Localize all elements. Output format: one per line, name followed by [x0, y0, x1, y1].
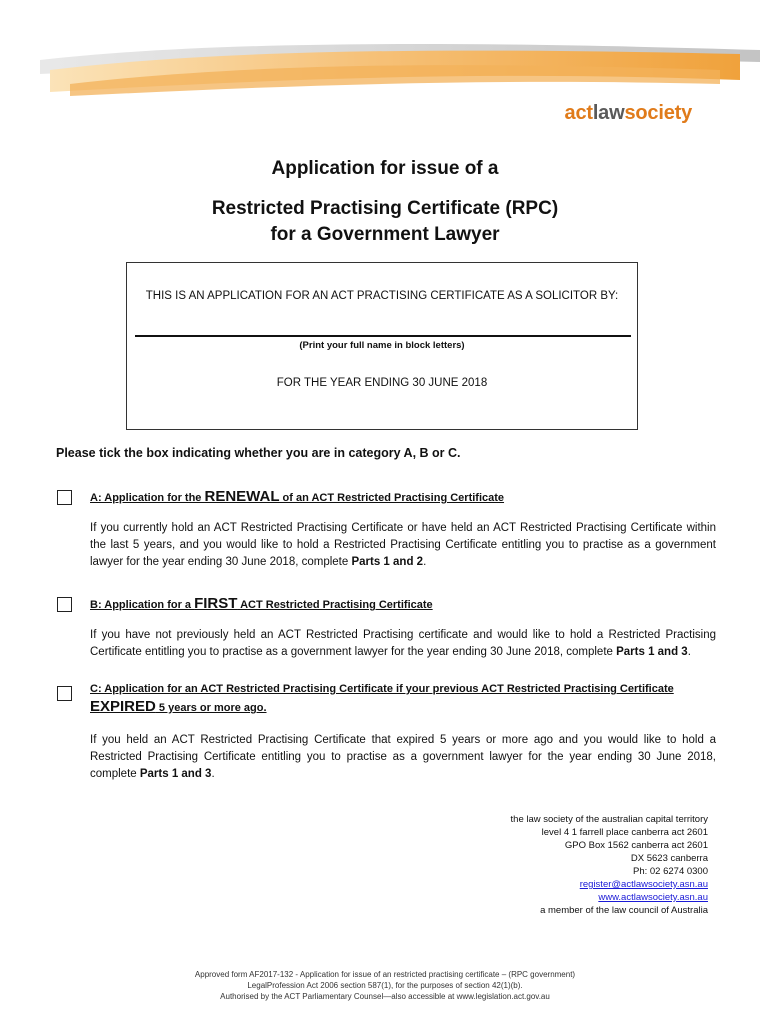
category-c-heading-line2	[90, 698, 267, 715]
category-c-description	[90, 732, 716, 783]
category-c-checkbox[interactable]	[57, 686, 72, 701]
category-b-checkbox[interactable]	[57, 597, 72, 612]
category-a-checkbox[interactable]	[57, 490, 72, 505]
address-dx: DX 5623 canberra	[630, 853, 708, 864]
website-link[interactable]: www.actlawsociety.asn.au	[598, 892, 708, 903]
full-name-hint: (Print your full name in block letters)	[299, 340, 465, 351]
form-title-line2: Restricted Practising Certificate (RPC)	[211, 198, 559, 219]
address-gpo: GPO Box 1562 canberra act 2601	[564, 840, 708, 851]
form-footer	[0, 969, 770, 1002]
email-link[interactable]: register@actlawsociety.asn.au	[579, 879, 708, 890]
address-member: a member of the law council of Australia	[540, 905, 708, 916]
category-a-end: .	[423, 556, 427, 568]
category-b-emphasis: FIRST	[194, 595, 238, 612]
category-a-body: If you currently hold an ACT Restricted Practising Certificate or have held an ACT Restricted Practising Certificate within the last 5 years, and you would like to hold a Restricted Practising Certificate entitling you to practise as a government lawyer for the year ending 30 June 2018, complete	[90, 522, 716, 568]
form-title-line1: Application for issue of a	[271, 158, 499, 179]
category-a-description	[90, 520, 716, 571]
category-b-body: If you have not previously held an ACT Restricted Practising certificate and would like to hold a Restricted Practising Certificate entitling you to practise as a government lawyer for the year ending 30 June 2018, complete	[90, 629, 716, 658]
applicant-box	[126, 262, 638, 430]
form-title-line3: for a Government Lawyer	[270, 224, 500, 245]
actlawsociety-logo	[565, 102, 692, 125]
header-swoosh-banner	[0, 40, 770, 98]
year-ending-text: FOR THE YEAR ENDING 30 JUNE 2018	[276, 377, 488, 389]
logo-part-law: law	[592, 102, 625, 124]
category-c-end: .	[211, 768, 215, 780]
address-phone: Ph: 02 6274 0300	[632, 866, 708, 877]
category-b-parts: Parts 1 and 3	[616, 646, 688, 658]
footer-line1: Approved form AF2017-132 - Application for issue of an restricted practising certificate – (RPC government)	[194, 970, 576, 979]
category-a-heading	[90, 488, 504, 505]
category-b-heading	[90, 595, 433, 612]
category-c-heading-line1: C: Application for an ACT Restricted Practising Certificate if your previous ACT Restricted Practising Certificate	[90, 683, 674, 695]
application-statement: THIS IS AN APPLICATION FOR AN ACT PRACTISING CERTIFICATE AS A SOLICITOR BY:	[145, 290, 619, 302]
category-a-suffix: of an ACT Restricted Practising Certificate	[279, 492, 505, 504]
footer-line3: Authorised by the ACT Parliamentary Counsel—also accessible at www.legislation.act.gov.au	[220, 992, 550, 1001]
category-c-suffix: 5 years or more ago.	[155, 702, 267, 714]
category-b-end: .	[687, 646, 691, 658]
category-b-description	[90, 627, 716, 661]
address-level: level 4 1 farrell place canberra act 2601	[541, 827, 708, 838]
category-instruction: Please tick the box indicating whether you are in category A, B or C.	[56, 446, 461, 460]
footer-line2: LegalProfession Act 2006 section 587(1), for the purposes of section 42(1)(b).	[247, 981, 523, 990]
address-org: the law society of the australian capital territory	[510, 814, 708, 825]
category-b-suffix: ACT Restricted Practising Certificate	[237, 599, 433, 611]
category-a-prefix: A: Application for the	[90, 492, 205, 504]
category-a-parts: Parts 1 and 2	[351, 556, 424, 568]
logo-part-act: act	[564, 102, 593, 124]
category-c-parts: Parts 1 and 3	[139, 768, 212, 780]
category-b-prefix: B: Application for a	[90, 599, 195, 611]
logo-part-society: society	[624, 102, 692, 124]
full-name-field[interactable]	[135, 335, 631, 337]
category-a-emphasis: RENEWAL	[204, 488, 280, 505]
category-c-body: If you held an ACT Restricted Practising Certificate that expired 5 years or more ago and you would like to hold a Restricted Practising Certificate entitling you to practise as a government lawyer for the year ending 30 June 2018, complete	[90, 734, 716, 780]
category-c-emphasis: EXPIRED	[90, 698, 156, 715]
contact-address-block	[511, 813, 708, 917]
